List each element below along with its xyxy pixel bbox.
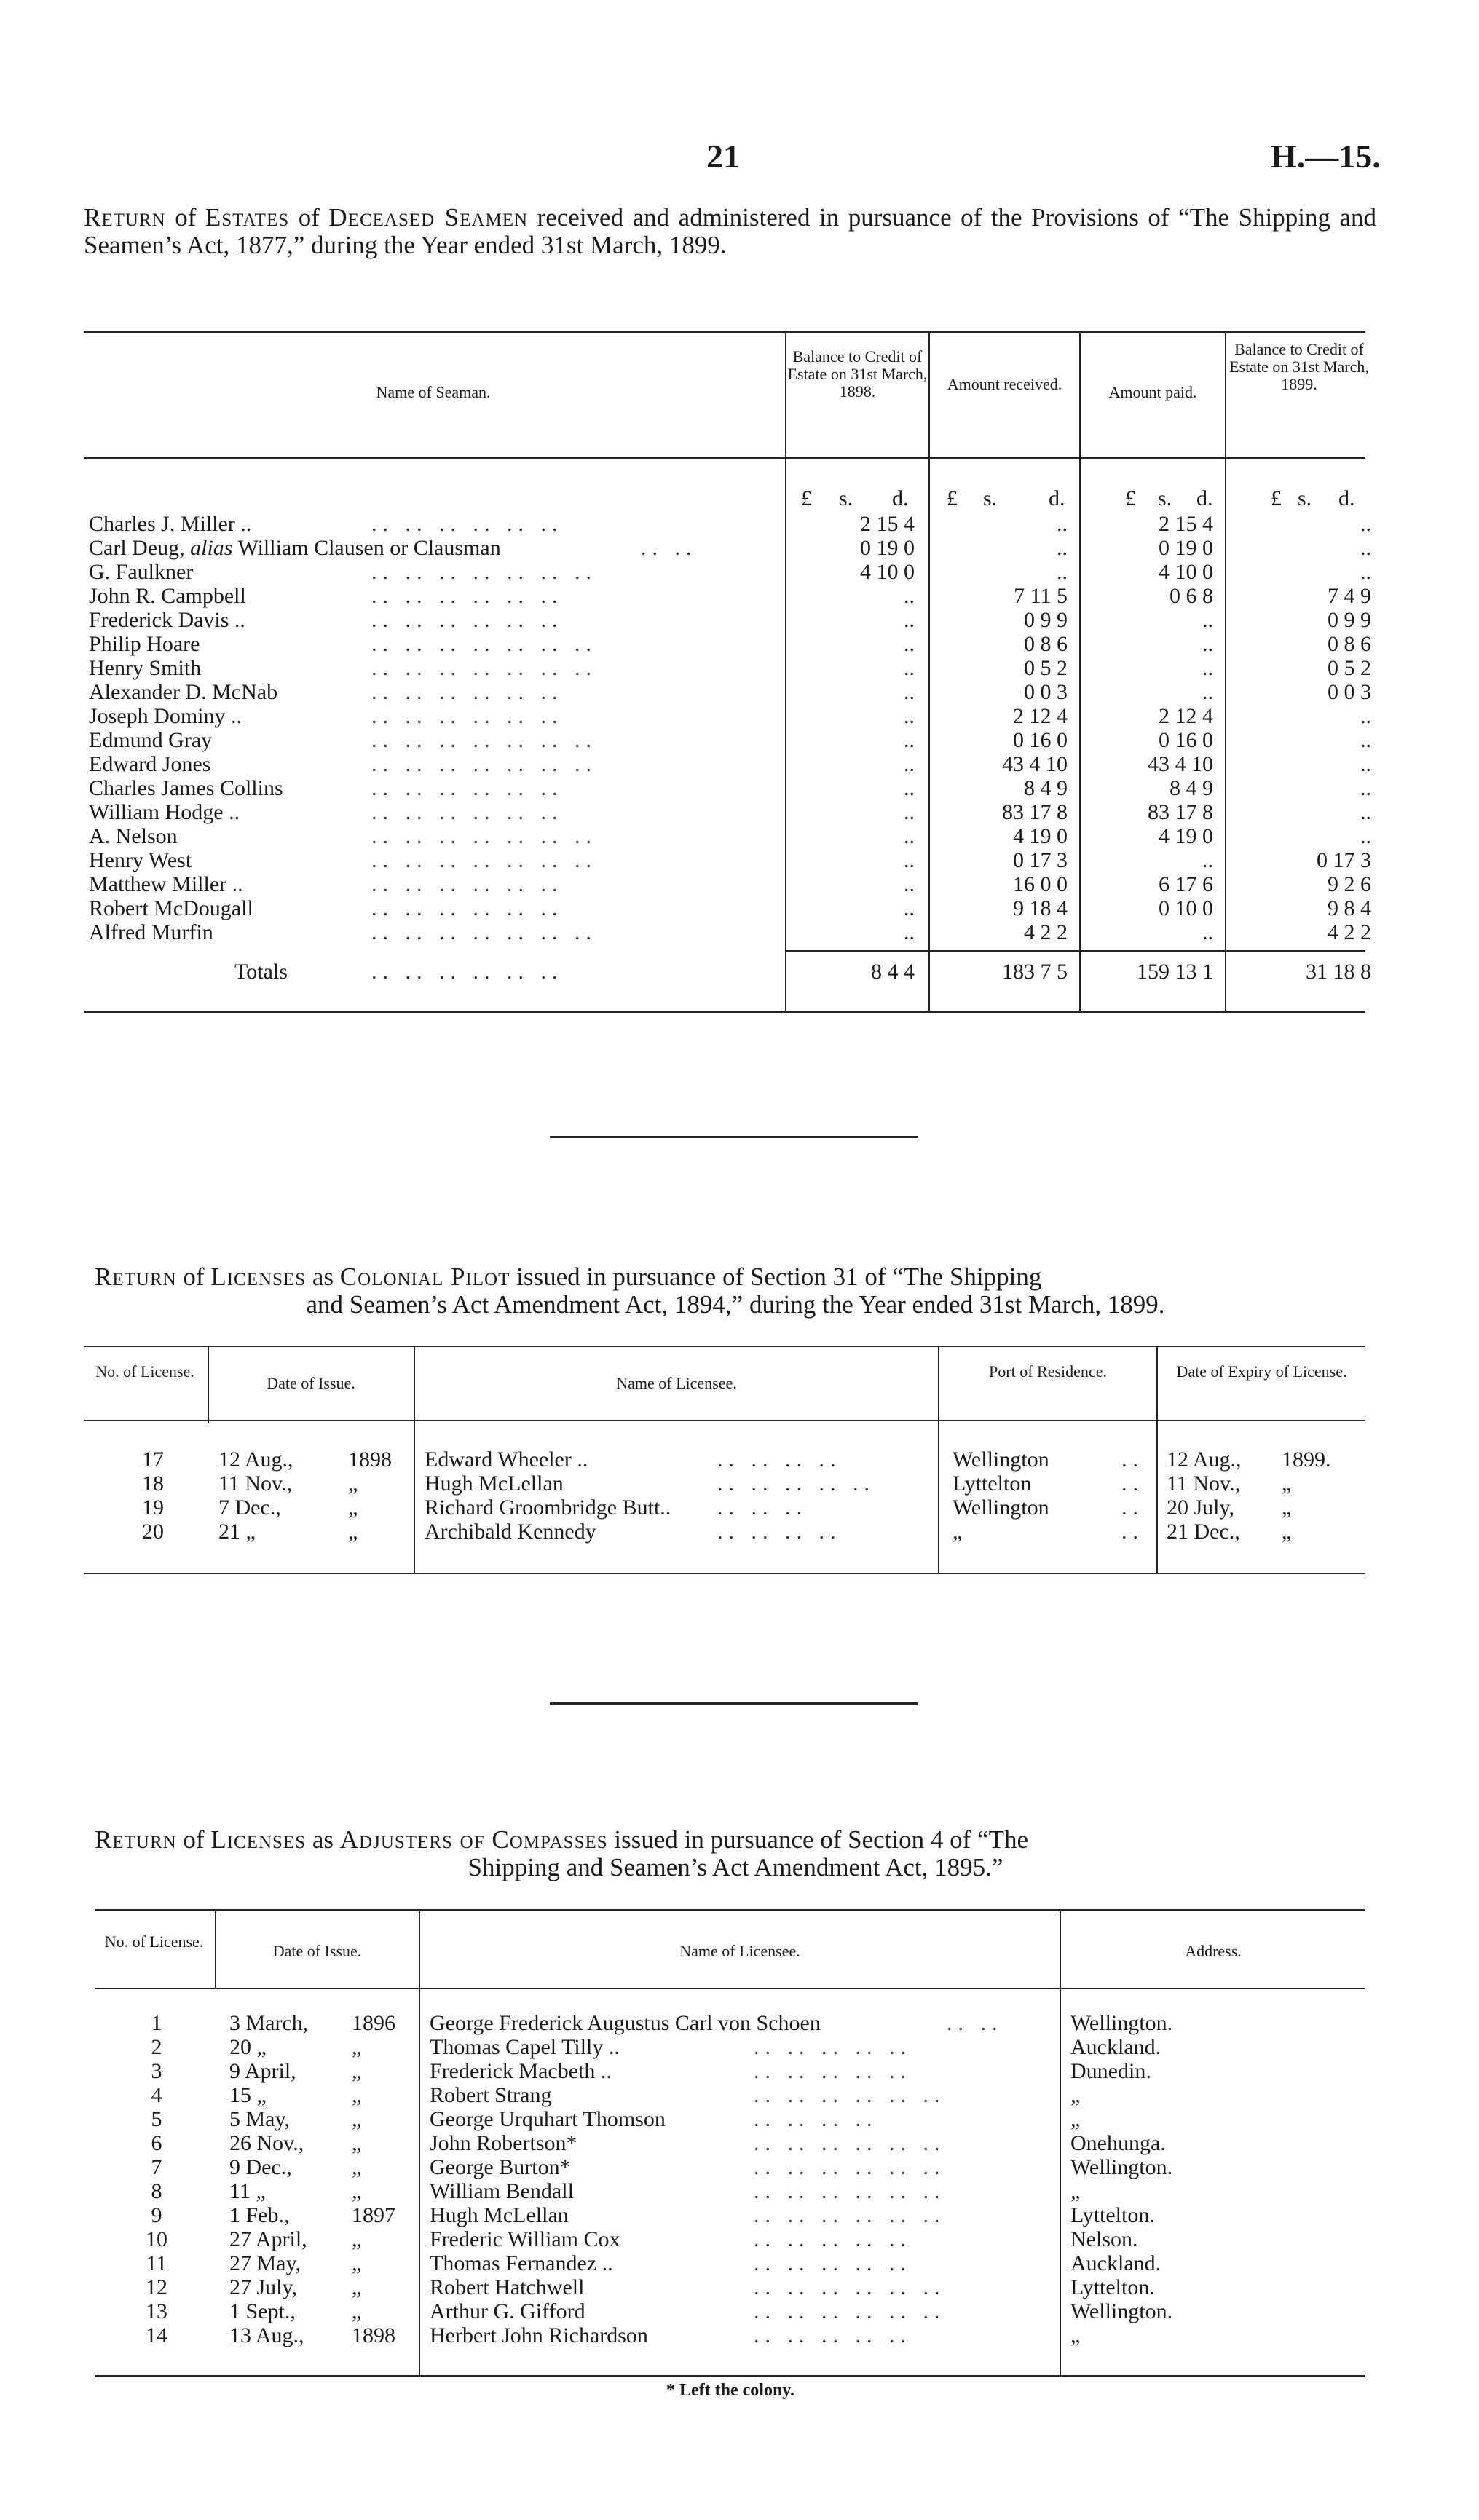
seaman-name: Henry Smith <box>89 656 202 680</box>
pilots-bottom-rule <box>84 1573 1365 1574</box>
header-amount-paid: Amount paid. <box>1108 383 1197 401</box>
leader-dots: .. .. .. .. .. .. <box>371 704 564 728</box>
issue-date: 20 „ <box>229 2035 267 2059</box>
balance-1899: 0 5 2 <box>1328 656 1371 680</box>
balance-1898: .. <box>904 848 915 872</box>
issue-date: 5 May, <box>229 2107 291 2131</box>
leader-dots: .. .. .. .. .. .. <box>754 2179 946 2203</box>
issue-year: „ <box>348 1496 358 1520</box>
licensee-address: Lyttelton. <box>1070 2275 1155 2299</box>
balance-1899: 4 2 2 <box>1328 920 1371 944</box>
issue-year: 1898 <box>348 1447 392 1472</box>
leader-dots: .. .. .. .. .. .. .. <box>371 632 597 656</box>
compasses-col-divider <box>1060 1911 1061 2375</box>
licensee-name: Herbert John Richardson <box>430 2323 648 2347</box>
licensee-name: George Urquhart Thomson <box>430 2107 666 2131</box>
balance-1899: .. <box>1360 728 1371 752</box>
leader-dots: .. .. .. .. .. <box>754 2035 912 2059</box>
leader-dots: .. .. .. .. .. .. <box>754 2083 946 2107</box>
amount-paid: .. <box>1202 920 1213 944</box>
seaman-name: Charles J. Miller .. <box>89 512 252 536</box>
expiry-year: „ <box>1282 1496 1292 1520</box>
pilots-col-divider <box>938 1347 939 1573</box>
license-number: 13 <box>146 2299 167 2323</box>
amount-received: 4 19 0 <box>1013 824 1068 848</box>
port-of-residence: „ <box>953 1520 963 1544</box>
seaman-name: Joseph Dominy .. <box>89 704 242 728</box>
issue-date: 26 Nov., <box>229 2131 304 2155</box>
issue-date: 21 „ <box>218 1520 256 1544</box>
header-name-of-seaman: Name of Seaman. <box>376 383 491 401</box>
license-number: 7 <box>151 2155 162 2179</box>
license-number: 9 <box>151 2203 162 2227</box>
pilots-header-rule <box>84 1420 1365 1421</box>
issue-date: 11 „ <box>229 2179 266 2203</box>
issue-year: „ <box>352 2155 362 2179</box>
seaman-name: Philip Hoare <box>89 632 200 656</box>
amount-received: .. <box>1057 512 1068 536</box>
section-separator <box>550 1702 918 1705</box>
pilots-top-rule <box>84 1346 1365 1347</box>
amount-received: 8 4 9 <box>1024 776 1068 800</box>
licensee-name: Archibald Kennedy <box>425 1520 596 1544</box>
balance-1898: .. <box>904 608 915 632</box>
amount-paid: 0 19 0 <box>1159 536 1213 560</box>
amount-received: 0 17 3 <box>1013 848 1068 872</box>
balance-1898: 0 19 0 <box>860 536 915 560</box>
licensee-name: John Robertson* <box>430 2131 577 2155</box>
licensee-address: Wellington. <box>1070 2155 1173 2179</box>
header-amount-received: Amount received. <box>947 375 1062 393</box>
leader-dots: .. .. .. <box>717 1496 808 1520</box>
amount-received: 0 5 2 <box>1024 656 1068 680</box>
estates-header-rule <box>84 457 1365 459</box>
licensee-address: Auckland. <box>1070 2251 1161 2275</box>
seaman-name: A. Nelson <box>89 824 178 848</box>
issue-year: „ <box>352 2179 362 2203</box>
leader-dots: .. .. .. .. .. .. .. <box>371 920 597 944</box>
compasses-col-divider <box>419 1911 420 2375</box>
licensee-name: Frederic William Cox <box>430 2227 620 2251</box>
header-compass-name: Name of Licensee. <box>679 1942 800 1960</box>
balance-1898: .. <box>904 824 915 848</box>
issue-date: 12 Aug., <box>218 1447 293 1472</box>
leader-dots: .. .. .. .. .. .. .. <box>371 560 597 584</box>
balance-1898: .. <box>904 728 915 752</box>
balance-1898: .. <box>904 920 915 944</box>
balance-1899: .. <box>1360 824 1371 848</box>
estates-col-divider <box>1225 333 1226 1011</box>
amount-received: 4 2 2 <box>1024 920 1068 944</box>
leader-dots: .. <box>1121 1520 1144 1544</box>
expiry-year: „ <box>1282 1520 1292 1544</box>
footnote: * Left the colony. <box>666 2381 794 2400</box>
licensee-address: Wellington. <box>1070 2299 1173 2323</box>
port-of-residence: Wellington <box>953 1447 1049 1472</box>
issue-year: „ <box>352 2059 362 2083</box>
issue-year: „ <box>352 2107 362 2131</box>
license-number: 6 <box>151 2131 162 2155</box>
balance-1898: .. <box>904 776 915 800</box>
leader-dots: .. .. .. .. .. <box>754 2059 912 2083</box>
leader-dots: .. .. .. .. .. .. <box>371 872 564 896</box>
balance-1898: .. <box>904 680 915 704</box>
header-compass-license-no: No. of License. <box>104 1932 204 1951</box>
page-number: 21 <box>706 138 740 175</box>
balance-1899: .. <box>1360 536 1371 560</box>
license-number: 12 <box>146 2275 167 2299</box>
licensee-name: George Frederick Augustus Carl von Schoen <box>430 2011 821 2035</box>
amount-paid: 6 17 6 <box>1159 872 1213 896</box>
issue-date: 27 April, <box>229 2227 307 2251</box>
balance-1899: .. <box>1360 560 1371 584</box>
issue-year: „ <box>352 2251 362 2275</box>
issue-date: 1 Sept., <box>229 2299 296 2323</box>
issue-date: 15 „ <box>229 2083 267 2107</box>
balance-1898: .. <box>904 656 915 680</box>
expiry-year: 1899. <box>1282 1447 1331 1472</box>
licensee-address: Lyttelton. <box>1070 2203 1155 2227</box>
issue-year: „ <box>352 2299 362 2323</box>
license-number: 14 <box>146 2323 167 2347</box>
issue-date: 27 July, <box>229 2275 298 2299</box>
issue-year: „ <box>352 2275 362 2299</box>
estates-title: Return of Estates of Deceased Seamen received and administered in pursuance of the Provisions of “The Shipping and Seamen’s Act, 1877,” during the Year ended 31st March, 1899. <box>84 203 1377 259</box>
balance-1898: 4 10 0 <box>860 560 915 584</box>
header-balance-1899: Balance to Credit of Estate on 31st March, 1899. <box>1229 340 1369 393</box>
license-number: 4 <box>151 2083 162 2107</box>
licensee-address: Dunedin. <box>1070 2059 1151 2083</box>
header-pilot-license-no: No. of License. <box>95 1362 194 1381</box>
amount-received: 7 11 5 <box>1014 584 1068 608</box>
expiry-date: 20 July, <box>1167 1496 1235 1520</box>
seaman-name: Alexander D. McNab <box>89 680 278 704</box>
amount-received: 0 16 0 <box>1013 728 1068 752</box>
license-number: 1 <box>151 2011 162 2035</box>
leader-dots: .. .. .. .. .. .. <box>371 608 564 632</box>
issue-date: 27 May, <box>229 2251 301 2275</box>
expiry-year: „ <box>1282 1472 1292 1496</box>
amount-received: 16 0 0 <box>1013 872 1068 896</box>
seaman-name: Edward Jones <box>89 752 211 776</box>
amount-paid: .. <box>1202 608 1213 632</box>
estates-col-divider <box>785 333 786 1011</box>
amount-paid: .. <box>1202 632 1213 656</box>
amount-received: 0 0 3 <box>1024 680 1068 704</box>
balance-1899: 9 2 6 <box>1328 872 1371 896</box>
leader-dots: .. <box>1121 1496 1144 1520</box>
licensee-name: Robert Strang <box>430 2083 552 2107</box>
amount-received: 2 12 4 <box>1013 704 1068 728</box>
licensee-name: Richard Groombridge Butt.. <box>425 1496 671 1520</box>
balance-1899: 0 0 3 <box>1328 680 1371 704</box>
header-pilot-expiry: Date of Expiry of License. <box>1176 1362 1347 1381</box>
header-compass-address: Address. <box>1185 1942 1242 1960</box>
amount-received: 0 9 9 <box>1024 608 1068 632</box>
license-number: 3 <box>151 2059 162 2083</box>
seaman-name: Carl Deug, alias William Clausen or Clausman <box>89 536 501 560</box>
leader-dots: .. .. .. .. .. .. <box>371 680 564 704</box>
issue-date: 9 April, <box>229 2059 296 2083</box>
licensee-address: „ <box>1070 2107 1081 2131</box>
issue-year: „ <box>352 2035 362 2059</box>
balance-1899: .. <box>1360 800 1371 824</box>
compasses-title: Return of Licenses as Adjusters of Compasses issued in pursuance of Section 4 of “The Shipping and Seamen’s Act Amendment Act, 1895.” <box>95 1825 1029 1881</box>
amount-paid: 43 4 10 <box>1148 752 1213 776</box>
balance-1899: .. <box>1360 776 1371 800</box>
amount-received: 9 18 4 <box>1013 896 1068 920</box>
amount-paid: 8 4 9 <box>1170 776 1213 800</box>
leader-dots: .. .. .. .. .. .. <box>754 2299 946 2323</box>
licensee-name: Arthur G. Gifford <box>430 2299 585 2323</box>
balance-1899: 9 8 4 <box>1328 896 1371 920</box>
licensee-name: Robert Hatchwell <box>430 2275 585 2299</box>
leader-dots: .. .. .. .. <box>717 1447 842 1472</box>
balance-1898: .. <box>904 632 915 656</box>
header-pilot-port: Port of Residence. <box>989 1362 1107 1381</box>
amount-paid: 4 10 0 <box>1159 560 1213 584</box>
amount-paid: 0 10 0 <box>1159 896 1213 920</box>
leader-dots: .. .. .. .. .. .. <box>371 512 564 536</box>
amount-paid: 2 15 4 <box>1159 512 1213 536</box>
amount-paid: 2 12 4 <box>1159 704 1213 728</box>
license-number: 11 <box>146 2251 167 2275</box>
balance-1898: .. <box>904 800 915 824</box>
licensee-name: Hugh McLellan <box>425 1472 564 1496</box>
issue-year: 1897 <box>352 2203 395 2227</box>
leader-dots: .. .. .. .. .. .. <box>371 776 564 800</box>
seaman-name: Matthew Miller .. <box>89 872 243 896</box>
balance-1899: .. <box>1360 752 1371 776</box>
issue-year: „ <box>348 1472 358 1496</box>
compasses-top-rule <box>95 1909 1365 1911</box>
license-number: 19 <box>142 1496 164 1520</box>
licensee-name: Hugh McLellan <box>430 2203 569 2227</box>
leader-dots: .. .. .. .. .. .. .. <box>371 752 597 776</box>
licensee-address: „ <box>1070 2083 1081 2107</box>
licensee-name: Thomas Capel Tilly .. <box>430 2035 620 2059</box>
header-pilot-name: Name of Licensee. <box>616 1374 737 1392</box>
leader-dots: .. .. .. .. <box>754 2107 878 2131</box>
leader-dots: .. .. .. .. .. <box>754 2323 912 2347</box>
seaman-name: Alfred Murfin <box>89 920 213 944</box>
leader-dots: .. .. .. .. .. .. .. <box>371 824 597 848</box>
leader-dots: .. <box>1121 1447 1144 1472</box>
licensee-address: Wellington. <box>1070 2011 1173 2035</box>
balance-1899: 7 4 9 <box>1328 584 1371 608</box>
leader-dots: .. .. .. .. .. .. <box>371 584 564 608</box>
leader-dots: .. .. <box>947 2011 1003 2035</box>
license-number: 5 <box>151 2107 162 2131</box>
license-number: 20 <box>142 1520 164 1544</box>
leader-dots: .. .. .. .. .. .. <box>754 2155 946 2179</box>
seaman-name: Robert McDougall <box>89 896 253 920</box>
license-number: 18 <box>142 1472 164 1496</box>
issue-date: 1 Feb., <box>229 2203 290 2227</box>
amount-paid: 0 16 0 <box>1159 728 1213 752</box>
license-number: 17 <box>142 1447 164 1472</box>
amount-received: .. <box>1057 560 1068 584</box>
issue-date: 11 Nov., <box>218 1472 293 1496</box>
balance-1898: .. <box>904 896 915 920</box>
leader-dots: .. .. .. .. .. <box>754 2251 912 2275</box>
licensee-address: Onehunga. <box>1070 2131 1166 2155</box>
amount-paid: 4 19 0 <box>1159 824 1213 848</box>
estates-col-divider <box>1079 333 1081 1011</box>
estates-col-divider <box>928 333 930 1011</box>
issue-year: „ <box>348 1520 358 1544</box>
leader-dots: .. .. .. .. .. .. <box>371 896 564 920</box>
expiry-date: 21 Dec., <box>1167 1520 1240 1544</box>
leader-dots: .. .. .. .. .. .. <box>754 2275 946 2299</box>
estates-bottom-rule <box>84 1011 1365 1013</box>
pilots-title: Return of Licenses as Colonial Pilot issued in pursuance of Section 31 of “The Shipping and Seamen’s Act Amendment Act, 1894,” during the Year ended 31st March, 1899. <box>95 1263 1165 1319</box>
leader-dots: .. .. .. .. .. .. .. <box>371 728 597 752</box>
estates-top-rule <box>84 331 1365 333</box>
licensee-name: Edward Wheeler .. <box>425 1447 588 1472</box>
issue-year: „ <box>352 2227 362 2251</box>
seaman-name: Edmund Gray <box>89 728 213 752</box>
license-number: 8 <box>151 2179 162 2203</box>
balance-1899: .. <box>1360 704 1371 728</box>
issue-year: 1896 <box>352 2011 395 2035</box>
balance-1898: .. <box>904 872 915 896</box>
expiry-date: 12 Aug., <box>1167 1447 1242 1472</box>
leader-dots: .. .. .. .. .. .. .. <box>371 848 597 872</box>
leader-dots: .. .. .. .. .. .. <box>371 800 564 824</box>
balance-1898: .. <box>904 584 915 608</box>
seaman-name: John R. Campbell <box>89 584 246 608</box>
seaman-name: Frederick Davis .. <box>89 608 245 632</box>
amount-paid: 0 6 8 <box>1170 584 1213 608</box>
header-compass-date: Date of Issue. <box>272 1942 362 1960</box>
issue-year: „ <box>352 2131 362 2155</box>
leader-dots: .. .. .. .. <box>717 1520 842 1544</box>
issue-date: 3 March, <box>229 2011 309 2035</box>
license-number: 10 <box>146 2227 167 2251</box>
amount-paid: .. <box>1202 680 1213 704</box>
expiry-date: 11 Nov., <box>1167 1472 1241 1496</box>
amount-received: 43 4 10 <box>1002 752 1068 776</box>
document-reference: H.—15. <box>1271 138 1381 175</box>
amount-received: 83 17 8 <box>1002 800 1068 824</box>
licensee-name: George Burton* <box>430 2155 571 2179</box>
licensee-address: Auckland. <box>1070 2035 1161 2059</box>
leader-dots: .. .. .. .. .. .. <box>754 2203 946 2227</box>
licensee-address: „ <box>1070 2323 1081 2347</box>
seaman-name: Henry West <box>89 848 192 872</box>
balance-1898: .. <box>904 704 915 728</box>
totals-rule <box>785 950 1365 952</box>
licensee-name: Frederick Macbeth .. <box>430 2059 612 2083</box>
leader-dots: .. .. <box>641 536 698 560</box>
port-of-residence: Lyttelton <box>953 1472 1032 1496</box>
leader-dots: .. .. .. .. .. <box>754 2227 912 2251</box>
seaman-name: Charles James Collins <box>89 776 283 800</box>
issue-year: „ <box>352 2083 362 2107</box>
seaman-name: G. Faulkner <box>89 560 194 584</box>
amount-paid: .. <box>1202 848 1213 872</box>
licensee-name: William Bendall <box>430 2179 574 2203</box>
balance-1899: 0 9 9 <box>1328 608 1371 632</box>
seaman-name: William Hodge .. <box>89 800 240 824</box>
issue-date: 13 Aug., <box>229 2323 304 2347</box>
alias-word: alias <box>190 536 233 560</box>
compasses-bottom-rule <box>95 2375 1365 2377</box>
balance-1898: 2 15 4 <box>860 512 915 536</box>
amount-paid: 83 17 8 <box>1148 800 1213 824</box>
header-balance-1898: Balance to Credit of Estate on 31st March, 1898. <box>787 347 928 400</box>
port-of-residence: Wellington <box>953 1496 1049 1520</box>
issue-date: 7 Dec., <box>218 1496 281 1520</box>
amount-paid: .. <box>1202 656 1213 680</box>
amount-received: 0 8 6 <box>1024 632 1068 656</box>
balance-1898: .. <box>904 752 915 776</box>
licensee-name: Thomas Fernandez .. <box>430 2251 613 2275</box>
license-number: 2 <box>151 2035 162 2059</box>
compasses-header-rule <box>95 1988 1365 1989</box>
balance-1899: .. <box>1360 512 1371 536</box>
header-pilot-date: Date of Issue. <box>267 1374 355 1392</box>
pilots-col-divider <box>1156 1347 1158 1573</box>
section-separator <box>550 1136 918 1138</box>
leader-dots: .. .. .. .. .. <box>717 1472 875 1496</box>
balance-1899: 0 17 3 <box>1317 848 1371 872</box>
issue-date: 9 Dec., <box>229 2155 292 2179</box>
issue-year: 1898 <box>352 2323 395 2347</box>
leader-dots: .. <box>1121 1472 1144 1496</box>
leader-dots: .. .. .. .. .. .. .. <box>371 656 597 680</box>
amount-received: .. <box>1057 536 1068 560</box>
licensee-address: Nelson. <box>1070 2227 1138 2251</box>
leader-dots: .. .. .. .. .. .. <box>754 2131 946 2155</box>
licensee-address: „ <box>1070 2179 1081 2203</box>
balance-1899: 0 8 6 <box>1328 632 1371 656</box>
